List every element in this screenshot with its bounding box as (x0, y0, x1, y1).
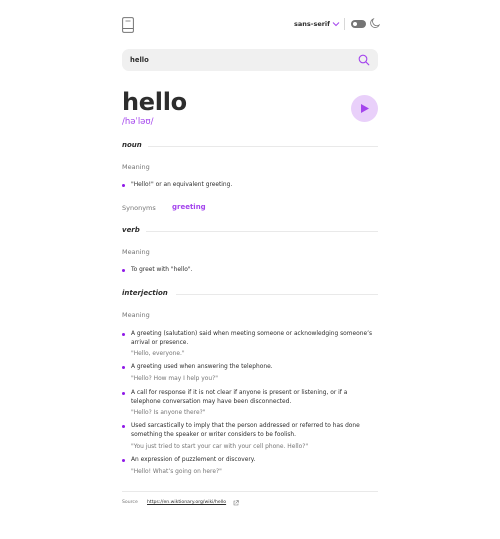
definition-example: "Hello, everyone." (131, 351, 185, 357)
section-divider (148, 146, 378, 147)
list-bullet (122, 425, 125, 428)
part-of-speech-verb (122, 226, 378, 236)
part-of-speech-noun (122, 141, 378, 151)
list-bullet (122, 333, 125, 336)
list-bullet (122, 459, 125, 462)
synonym-link[interactable]: greeting (172, 203, 206, 211)
definition-item: A greeting (salutation) said when meeting someone or acknowledging someone’s arrival or presence. (131, 331, 373, 346)
definition-item: Used sarcastically to imply that the person addressed or referred to has done something the speaker or writer considers to be foolish. (131, 423, 360, 438)
synonyms-label: Synonyms (122, 204, 156, 212)
list-bullet (122, 184, 125, 187)
moon-icon[interactable] (370, 18, 380, 29)
source-label: Source (122, 500, 138, 505)
footer-divider (122, 491, 378, 492)
search-icon[interactable] (358, 54, 370, 66)
definition-item: "Hello!" or an equivalent greeting. (131, 182, 233, 188)
definition-item: To greet with "hello". (131, 267, 193, 273)
source-link[interactable]: https://en.wiktionary.org/wiki/hello (147, 500, 227, 505)
font-select[interactable]: sans-serif (294, 20, 330, 28)
pos-label: noun (122, 141, 142, 149)
definition-item: A call for response if it is not clear if anyone is present or listening, or if a telephone conversation may have been disconnected. (131, 390, 348, 405)
pos-label: interjection (122, 289, 168, 297)
definition-example: "Hello? Is anyone there?" (131, 410, 206, 416)
book-icon[interactable] (122, 17, 134, 33)
meaning-heading: Meaning (122, 248, 150, 256)
header-divider (344, 18, 345, 30)
search-bar[interactable] (122, 49, 378, 71)
word-title: hello (122, 88, 187, 116)
list-bullet (122, 269, 125, 272)
pos-label: verb (122, 226, 140, 234)
chevron-down-icon[interactable] (332, 21, 340, 27)
list-bullet (122, 366, 125, 369)
play-button[interactable] (351, 95, 378, 122)
meaning-heading: Meaning (122, 163, 150, 171)
play-icon (361, 104, 369, 113)
search-input[interactable] (130, 53, 350, 67)
definition-example: "You just tried to start your car with your cell phone. Hello?" (131, 444, 309, 450)
definition-item: A greeting used when answering the telephone. (131, 364, 273, 370)
phonetic: /həˈləʊ/ (122, 117, 154, 127)
definition-example: "Hello? How may I help you?" (131, 376, 218, 382)
toggle-knob (353, 22, 357, 26)
section-divider (176, 294, 378, 295)
header (122, 17, 378, 35)
definition-item: An expression of puzzlement or discovery. (131, 457, 256, 463)
part-of-speech-interjection (122, 289, 378, 299)
theme-toggle[interactable] (351, 20, 366, 28)
section-divider (146, 231, 378, 232)
meaning-heading: Meaning (122, 311, 150, 319)
external-link-icon[interactable] (233, 500, 239, 506)
definition-example: "Hello! What’s going on here?" (131, 469, 222, 475)
list-bullet (122, 392, 125, 395)
